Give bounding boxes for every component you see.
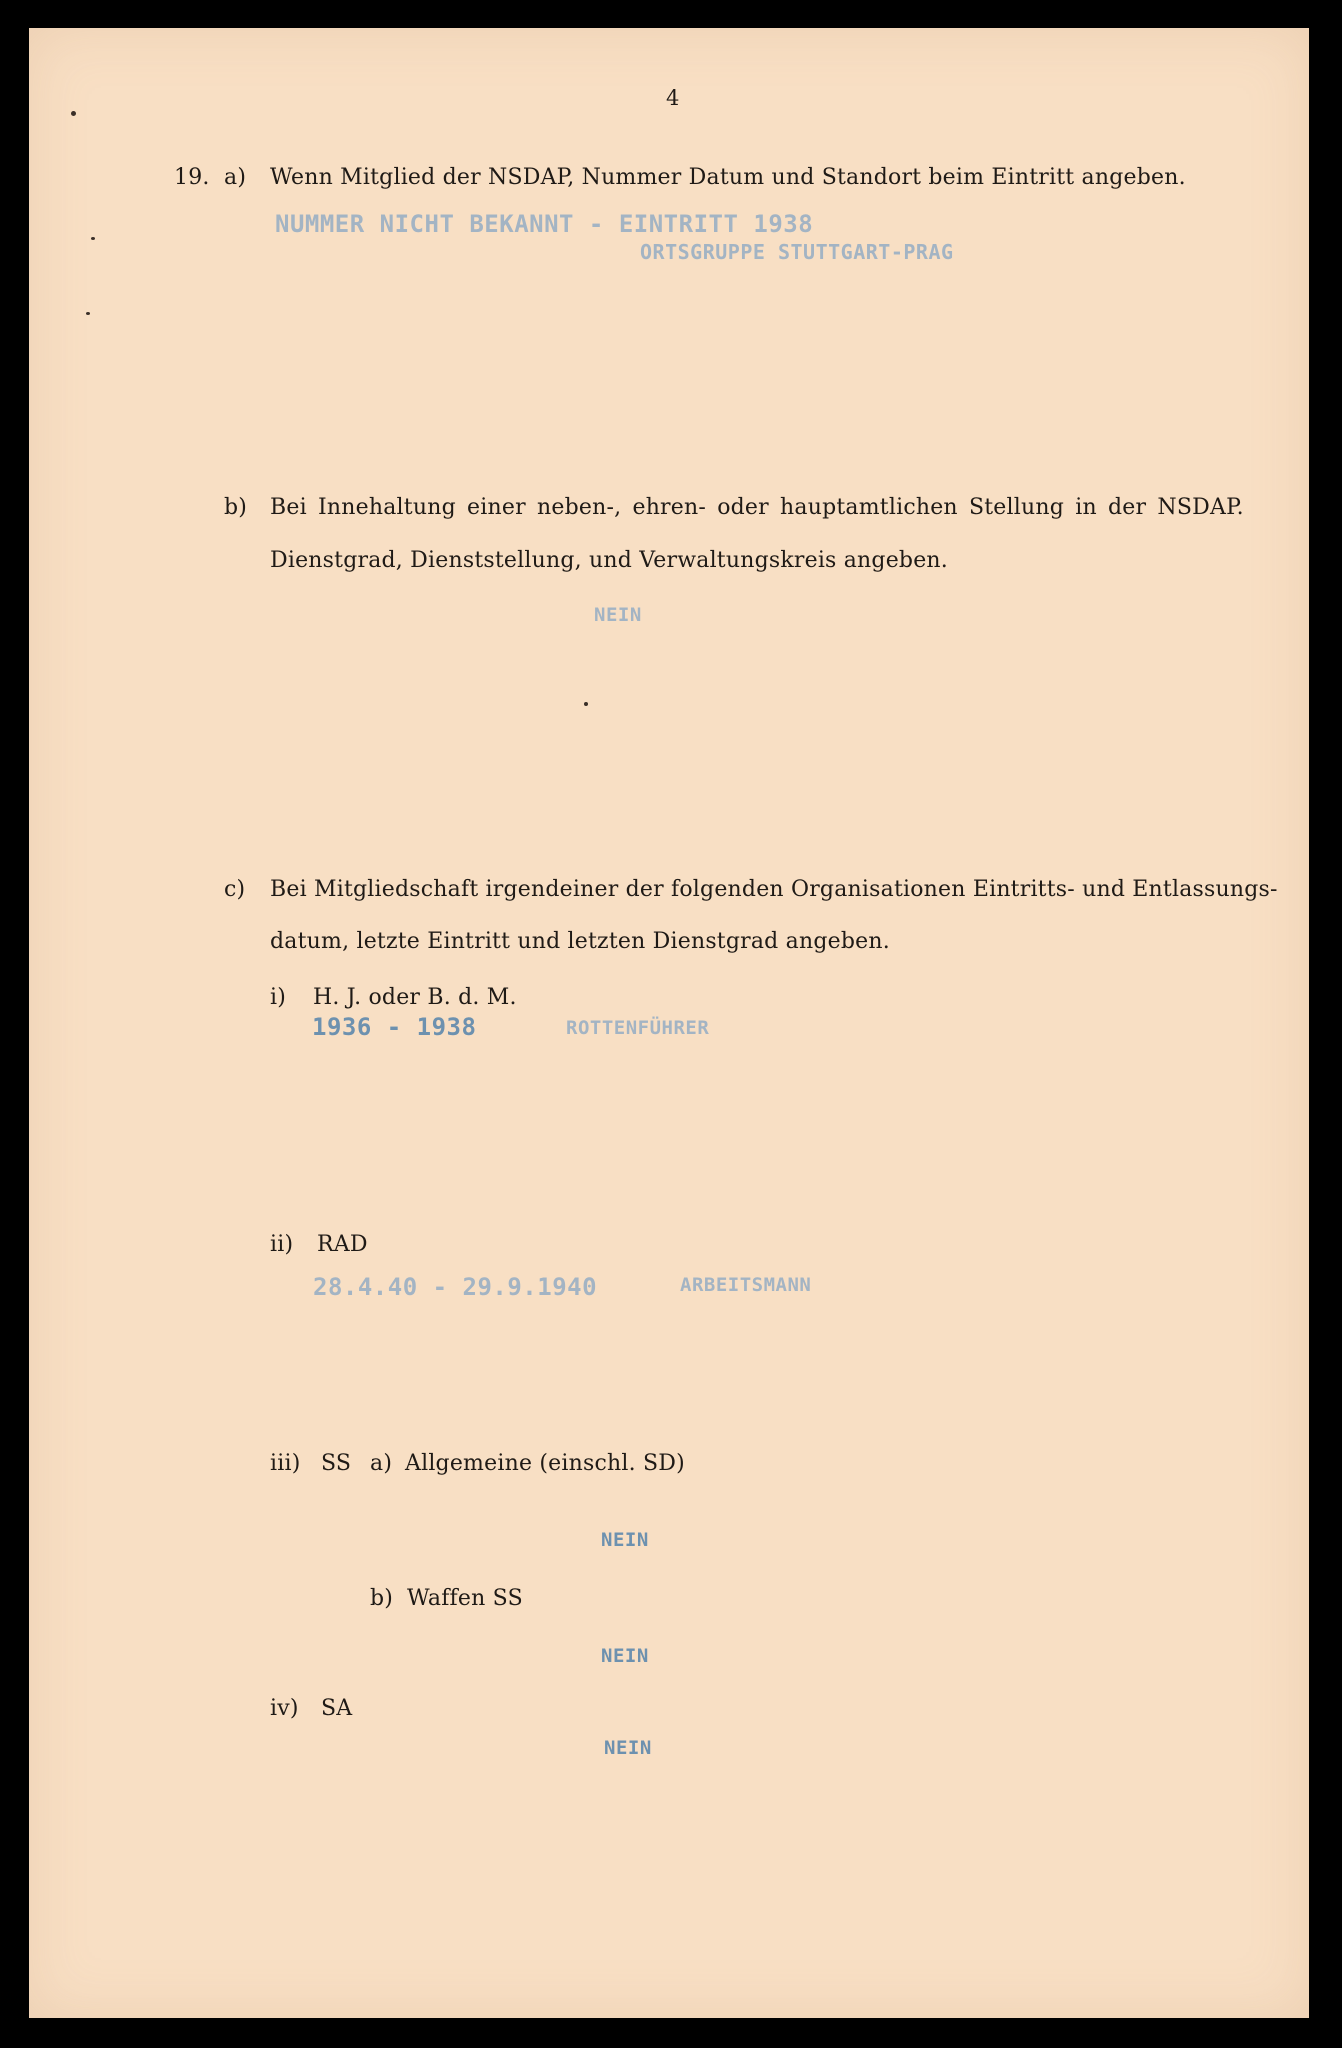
item-ii-org: RAD: [317, 1232, 368, 1257]
item-i-org: H. J. oder B. d. M.: [313, 985, 517, 1010]
item-ii-label: ii): [270, 1232, 294, 1257]
answer-a-line2: ORTSGRUPPE STUTTGART-PRAG: [640, 240, 954, 264]
item-ii-answer-rank: ARBEITSMANN: [680, 1274, 812, 1296]
item-iii-b-label: b): [370, 1586, 394, 1611]
item-iii-b-answer: NEIN: [601, 1645, 649, 1667]
item-iii-a-answer: NEIN: [601, 1529, 649, 1551]
item-i-answer-dates: 1936 - 1938: [312, 1013, 477, 1041]
answer-a-line1: NUMMER NICHT BEKANNT - EINTRITT 1938: [275, 210, 814, 238]
question-number: 19.: [174, 165, 210, 190]
scan-speck: [91, 237, 95, 240]
question-b-label: b): [224, 495, 248, 520]
item-iv-label: iv): [270, 1696, 299, 1721]
question-c-label: c): [224, 877, 246, 902]
question-a-text: Wenn Mitglied der NSDAP, Nummer Datum und Standort beim Eintritt angeben.: [270, 165, 1186, 190]
question-c-text-line2: datum, letzte Eintritt und letzten Dienstgrad angeben.: [270, 929, 890, 954]
scan-speck: [86, 312, 90, 315]
page-number: 4: [666, 86, 680, 110]
scan-speck: [71, 111, 76, 116]
question-c-text-line1: Bei Mitgliedschaft irgendeiner der folgenden Organisationen Eintritts- und Entlassungs-: [270, 877, 1278, 902]
item-ii-answer-dates: 28.4.40 - 29.9.1940: [313, 1273, 598, 1301]
item-iii-a-label: a): [370, 1451, 393, 1476]
item-iv-answer: NEIN: [604, 1737, 652, 1759]
item-i-answer-rank: ROTTENFÜHRER: [566, 1017, 710, 1039]
question-b-text-line2: Dienstgrad, Dienststellung, und Verwaltungskreis angeben.: [270, 548, 948, 573]
item-iv-org: SA: [321, 1696, 353, 1721]
item-iii-label: iii): [270, 1451, 301, 1476]
item-i-label: i): [270, 985, 287, 1010]
item-iii-a-text: Allgemeine (einschl. SD): [405, 1451, 685, 1476]
question-b-text-line1: Bei Innehaltung einer neben-, ehren- oder hauptamtlichen Stellung in der NSDAP.: [270, 495, 1244, 520]
answer-b: NEIN: [594, 604, 642, 626]
item-iii-b-text: Waffen SS: [407, 1586, 523, 1611]
question-a-label: a): [224, 165, 247, 190]
item-iii-org: SS: [321, 1451, 352, 1476]
scan-speck: [584, 702, 588, 706]
